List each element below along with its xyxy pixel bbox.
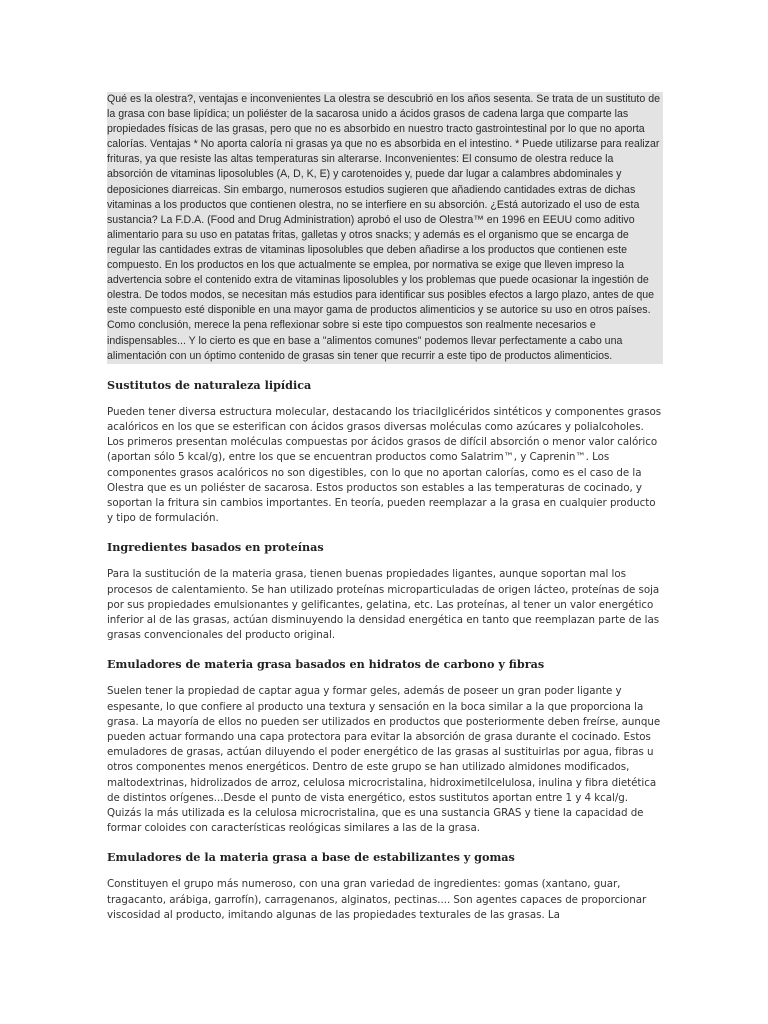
section-paragraph: Para la sustitución de la materia grasa, tienen buenas propiedades ligantes, aunque soportan mal los procesos de calentamiento. Se han utilizado proteínas microparticuladas de origen lácteo, proteínas de soja por sus propiedades emulsionantes y gelificantes, gelatina, etc. Las proteínas, al tener un valor energético inferior al de las grasas, actúan disminuyendo la densidad energética en tanto que reemplazan parte de las grasas convencionales del producto original. — [107, 568, 660, 642]
section-paragraph: Suelen tener la propiedad de captar agua y formar geles, además de poseer un gran poder ligante y espesante, lo que confiere al producto una textura y sensación en la boca similar a la que proporciona la grasa. La mayoría de ellos no pueden ser utilizados en productos que posteriormente deben freírse, aunque pueden actuar formando una capa protectora para evitar la absorción de grasa durante el cocinado. Estos emuladores de grasas, actúan diluyendo el poder energético de las grasas al sustituirlas por agua, fibras u otros componentes menos energéticos. Dentro de este grupo se han utilizado almidones modificados, maltodextrinas, hidrolizados de arroz, celulosa microcristalina, hidroximetilcelulosa, inulina y fibra dietética de distintos orígenes...Desde el punto de vista energético, estos sustitutos aportan entre 1 y 4 kcal/g. Quizás la más utilizada es la celulosa microcristalina, que es una sustancia GRAS y tiene la capacidad de formar coloides con características reológicas similares a las de la grasa. — [107, 685, 661, 835]
section-paragraph: Constituyen el grupo más numeroso, con una gran variedad de ingredientes: gomas (xantano, guar, tragacanto, arábiga, garrofín), carragenanos, alginatos, pectinas.... Son agentes capaces de proporcionar viscosidad al producto, imitando algunas de las propiedades texturales de las grasas. La — [107, 878, 647, 921]
section-heading: Emuladores de la materia grasa a base de estabilizantes y gomas — [107, 850, 515, 865]
intro-highlighted-text: Qué es la olestra?, ventajas e inconvenientes La olestra se descubrió en los años sesenta. Se trata de un sustituto de la grasa con base lipídica; un poliéster de la sacarosa unido a ácidos grasos de cadena larga que comparte las propiedades físicas de las grasas, pero que no es absorbido en nuestro tracto gastrointestinal por lo que no aporta calorías. Ventajas * No aporta caloría ni grasas ya que no es absorbida en el intestino. * Puede utilizarse para realizar frituras, ya que resiste las altas temperaturas sin alterarse. Inconvenientes: El consumo de olestra reduce la absorción de vitaminas liposolubles (A, D, K, E) y carotenoides y, puede dar lugar a calambres abdominales y deposiciones diarreicas. Sin embargo, numerosos estudios sugieren que añadiendo cantidades extras de dichas vitaminas a los productos que contienen olestra, no se interfiere en su absorción. ¿Está autorizado el uso de esta sustancia? La F.D.A. (Food and Drug Administration) aprobó el uso de Olestra™ en 1996 en EEUU como aditivo alimentario para su uso en patatas fritas, galletas y otros snacks; y además es el organismo que se encarga de regular las cantidades extras de vitaminas liposolubles que deben añadirse a los productos que contienen este compuesto. En los productos en los que actualmente se emplea, por normativa se exige que lleven impreso la advertencia sobre el contenido extra de vitaminas liposolubles y los problemas que puede ocasionar la ingestión de olestra. De todos modos, se necesitan más estudios para identificar sus posibles efectos a largo plazo, antes de que este compuesto esté disponible en una mayor gama de productos alimenticios y se autorice su uso en otros países. Como conclusión, merece la pena reflexionar sobre si este tipo compuestos son realmente necesarios e indispensables... Y lo cierto es que en base a "alimentos comunes" podemos llevar perfectamente a cabo una alimentación con un óptimo contenido de grasas sin tener que recurrir a este tipo de productos alimenticios. — [107, 93, 660, 362]
section-heading: Emuladores de materia grasa basados en hidratos de carbono y fibras — [107, 657, 545, 672]
document-page — [107, 92, 663, 937]
section-heading: Sustitutos de naturaleza lipídica — [107, 377, 312, 392]
section-paragraph: Pueden tener diversa estructura molecular, destacando los triacilglicéridos sintéticos y componentes grasos acalóricos en los que se esterifican con ácidos grasos diversas moléculas como azúcares y polialcoholes. Los primeros presentan moléculas compuestas por ácidos grasos de difícil absorción o menor valor calórico (aportan sólo 5 kcal/g), entre los que se encuentran productos como Salatrim™, y Caprenin™. Los componentes grasos acalóricos no son digestibles, con lo que no aportan calorías, como es el caso de la Olestra que es un poliéster de sacarosa. Estos productos son estables a las temperaturas de cocinado, y soportan la fritura sin cambios importantes. En teoría, pueden reemplazar a la grasa en cualquier producto y tipo de formulación. — [107, 405, 662, 525]
section-heading: Ingredientes basados en proteínas — [107, 540, 324, 555]
intro-paragraph — [107, 92, 663, 364]
